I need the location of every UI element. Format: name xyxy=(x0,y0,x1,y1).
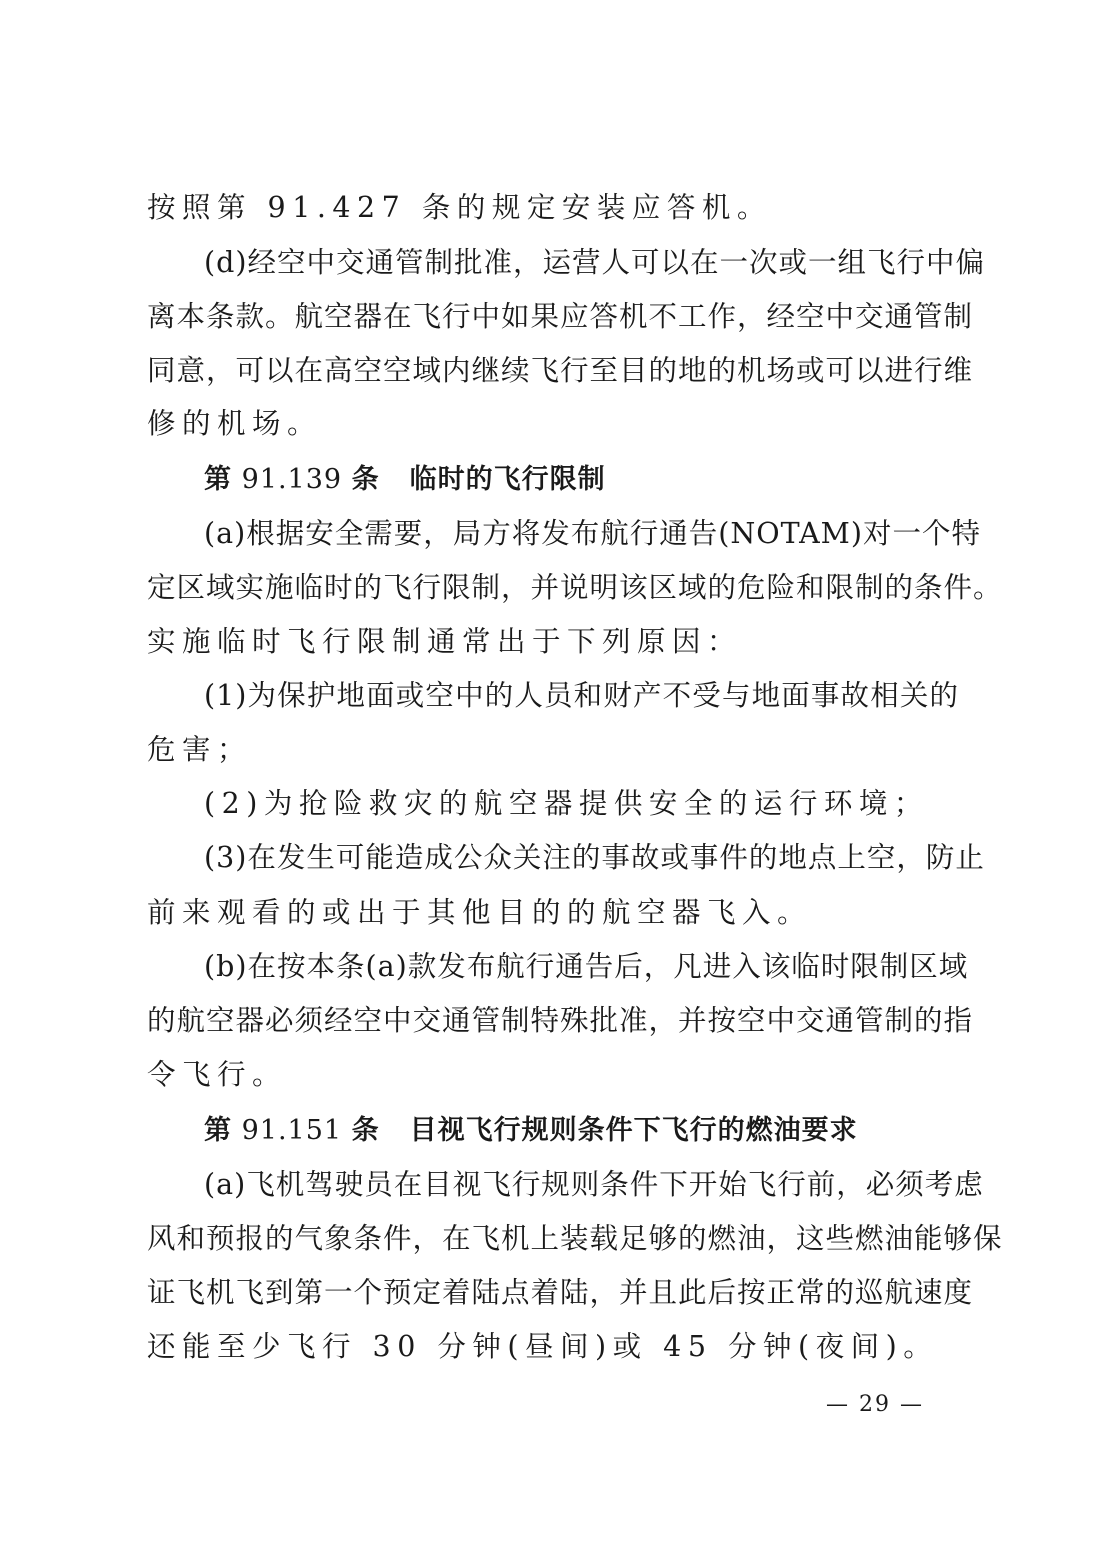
paragraph-line: 定区域实施临时的飞行限制，并说明该区域的危险和限制的条件。 xyxy=(147,571,1003,604)
page-number: — 29 — xyxy=(826,1392,924,1417)
paragraph-line: 修的机场。 xyxy=(147,407,323,440)
paragraph-line: 同意，可以在高空空域内继续飞行至目的地的机场或可以进行维 xyxy=(147,354,974,387)
heading-prefix: 第 xyxy=(204,464,232,495)
heading-title: 临时的飞行限制 xyxy=(409,464,606,495)
paragraph-line: (b)在按本条(a)款发布航行通告后，凡进入该临时限制区域 xyxy=(204,950,969,983)
heading-number: 91.139 xyxy=(232,464,352,495)
paragraph-line: 令飞行。 xyxy=(147,1058,288,1091)
paragraph-line: 危害； xyxy=(147,733,253,766)
paragraph-line: 按照第 91.427 条的规定安装应答机。 xyxy=(147,191,772,224)
paragraph-line: (1)为保护地面或空中的人员和财产不受与地面事故相关的 xyxy=(204,679,959,712)
section-heading xyxy=(204,1111,858,1151)
paragraph-line: 离本条款。航空器在飞行中如果应答机不工作，经空中交通管制 xyxy=(147,300,974,333)
heading-suffix: 条 xyxy=(351,464,380,495)
heading-title: 目视飞行规则条件下飞行的燃油要求 xyxy=(409,1115,858,1146)
paragraph-line: (2)为抢险救灾的航空器提供安全的运行环境； xyxy=(204,787,929,820)
paragraph-line: 前来观看的或出于其他目的的航空器飞入。 xyxy=(147,896,813,929)
section-heading xyxy=(204,460,606,500)
paragraph-line: (a)飞机驾驶员在目视飞行规则条件下开始飞行前，必须考虑 xyxy=(204,1168,984,1201)
paragraph-line: 的航空器必须经空中交通管制特殊批准，并按空中交通管制的指 xyxy=(147,1004,974,1037)
heading-prefix: 第 xyxy=(204,1115,232,1146)
paragraph-line: (d)经空中交通管制批准，运营人可以在一次或一组飞行中偏 xyxy=(204,246,985,279)
paragraph-line: 实施临时飞行限制通常出于下列原因： xyxy=(147,625,743,658)
paragraph-line: 证飞机飞到第一个预定着陆点着陆，并且此后按正常的巡航速度 xyxy=(147,1276,974,1309)
heading-suffix: 条 xyxy=(351,1115,380,1146)
paragraph-line: 风和预报的气象条件，在飞机上装载足够的燃油，这些燃油能够保 xyxy=(147,1222,1003,1255)
paragraph-line: 还能至少飞行 30 分钟(昼间)或 45 分钟(夜间)。 xyxy=(147,1330,939,1363)
heading-number: 91.151 xyxy=(232,1115,352,1146)
paragraph-line: (3)在发生可能造成公众关注的事故或事件的地点上空，防止 xyxy=(204,841,985,874)
paragraph-line: (a)根据安全需要，局方将发布航行通告(NOTAM)对一个特 xyxy=(204,517,981,550)
